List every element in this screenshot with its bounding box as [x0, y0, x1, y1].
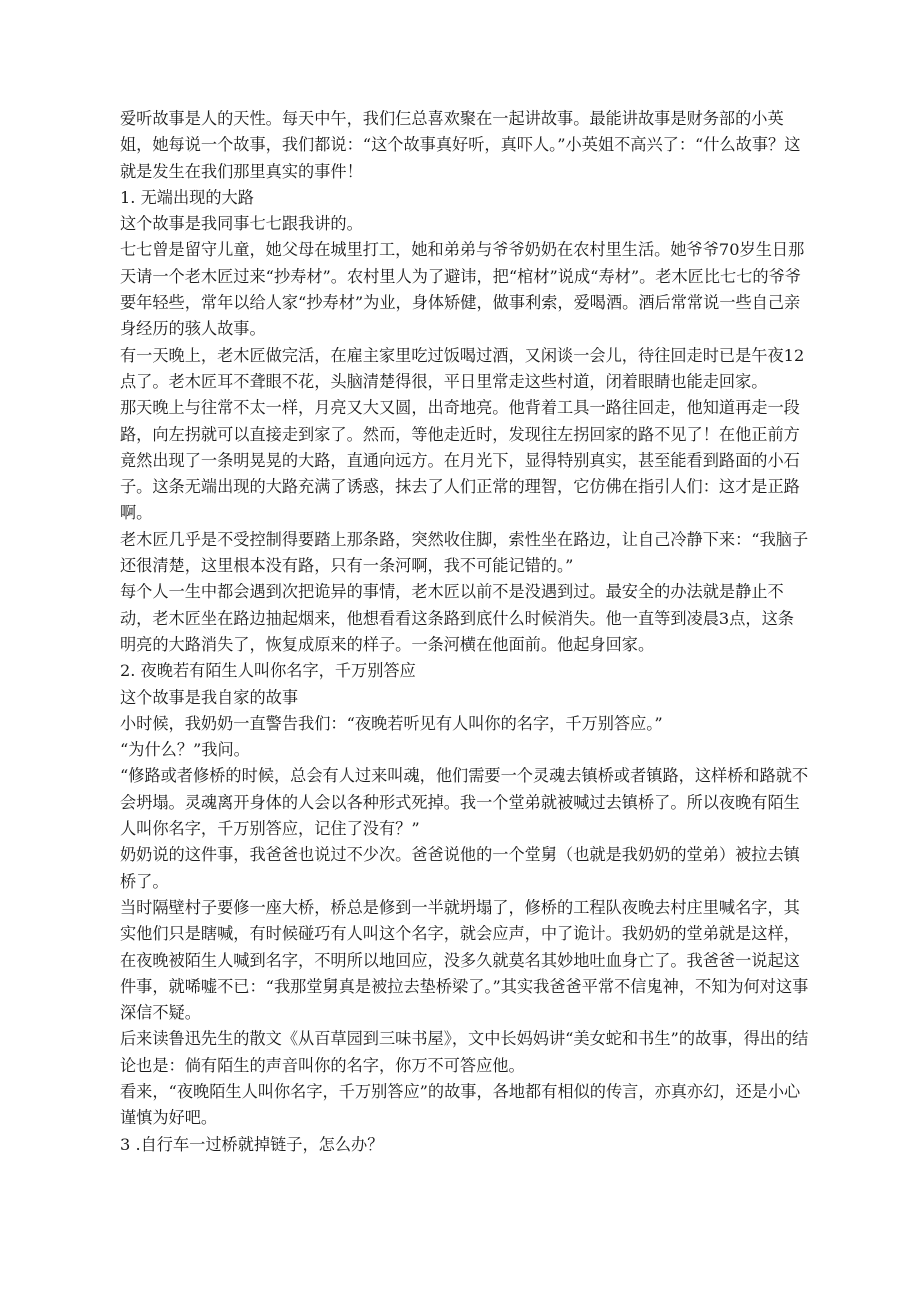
body-paragraph: 七七曾是留守儿童，她父母在城里打工，她和弟弟与爷爷奶奶在农村里生活。她爷爷70岁生日那天请一个老木匠过来“抄寿材”。农村里人为了避讳，把“棺材”说成“寿材”。老木匠比七七的爷爷要年轻些，常年以给人家“抄寿材”为业，身体矫健，做事利索，爱喝酒。酒后常常说一些自己亲身经历的骇人故事。: [120, 240, 805, 339]
section-heading-2: 2. 夜晚若有陌生人叫你名字，千万别答应: [120, 661, 416, 681]
body-paragraph: “为什么？”我问。: [120, 740, 250, 760]
body-paragraph: “修路或者修桥的时候，总会有人过来叫魂，他们需要一个灵魂去镇桥或者镇路，这样桥和路就不会坍塌。灵魂离开身体的人会以各种形式死掉。我一个堂弟就被喊过去镇桥了。所以夜晚有陌生人叫你名字，千万别答应，记住了没有？”: [120, 766, 809, 839]
body-paragraph: 这个故事是我同事七七跟我讲的。: [120, 214, 363, 234]
body-paragraph: 后来读鲁迅先生的散文《从百草园到三味书屋》，文中长妈妈讲“美女蛇和书生”的故事，得出的结论也是：倘有陌生的声音叫你的名字，你万不可答应他。: [120, 1029, 809, 1075]
section-heading-3: 3 .自行车一过桥就掉链子，怎么办？: [120, 1134, 384, 1154]
body-paragraph: 看来，“夜晚陌生人叫你名字，千万别答应”的故事，各地都有相似的传言，亦真亦幻，还是小心谨慎为好吧。: [120, 1081, 801, 1128]
body-paragraph: 那天晚上与往常不太一样，月亮又大又圆，出奇地亮。他背着工具一路往回走，他知道再走一段路，向左拐就可以直接走到家了。然而，等他走近时，发现往左拐回家的路不见了！在他正前方竟然出现了一条明晃晃的大路，直通向远方。在月光下，显得特别真实，甚至能看到路面的小石子。这条无端出现的大路充满了诱惑，抹去了人们正常的理智，它仿佛在指引人们：这才是正路啊。: [120, 398, 800, 523]
body-paragraph: 有一天晚上，老木匠做完活，在雇主家里吃过饭喝过酒，又闲谈一会儿，待往回走时已是午夜12点了。老木匠耳不聋眼不花，头脑清楚得很，平日里常走这些村道，闭着眼睛也能走回家。: [120, 345, 805, 391]
body-paragraph: 老木匠几乎是不受控制得要踏上那条路，突然收住脚，索性坐在路边，让自己冷静下来：“我脑子还很清楚，这里根本没有路，只有一条河啊，我不可能记错的。”: [120, 529, 809, 576]
body-paragraph: 奶奶说的这件事，我爸爸也说过不少次。爸爸说他的一个堂舅（也就是我奶奶的堂弟）被拉去镇桥了。: [120, 845, 800, 891]
section-heading-1: 1. 无端出现的大路: [120, 187, 254, 207]
body-paragraph: 这个故事是我自家的故事: [120, 687, 299, 707]
body-paragraph: 小时候，我奶奶一直警告我们：“夜晚若听见有人叫你的名字，千万别答应。”: [120, 713, 663, 733]
body-paragraph: 每个人一生中都会遇到次把诡异的事情，老木匠以前不是没遇到过。最安全的办法就是静止不动，老木匠坐在路边抽起烟来，他想看看这条路到底什么时候消失。他一直等到凌晨3点，这条明亮的大路消失了，恢复成原来的样子。一条河横在他面前。他起身回家。: [120, 582, 794, 654]
body-paragraph: 当时隔壁村子要修一座大桥，桥总是修到一半就坍塌了，修桥的工程队夜晚去村庄里喊名字，其实他们只是瞎喊，有时候碰巧有人叫这个名字，就会应声，中了诡计。我奶奶的堂弟就是这样，在夜晚被陌生人喊到名字，不明所以地回应，没多久就莫名其妙地吐血身亡了。我爸爸一说起这件事，就唏嘘不已：“我那堂舅真是被拉去垫桥梁了。”其实我爸爸平常不信鬼神，不知为何对这事深信不疑。: [120, 897, 809, 1023]
document-page: [120, 106, 810, 1158]
intro-paragraph: 爱听故事是人的天性。每天中午，我们仨总喜欢聚在一起讲故事。最能讲故事是财务部的小英姐，她每说一个故事，我们都说：“这个故事真好听，真吓人。”小英姐不高兴了：“什么故事？这就是发生在我们那里真实的事件！: [120, 109, 801, 181]
